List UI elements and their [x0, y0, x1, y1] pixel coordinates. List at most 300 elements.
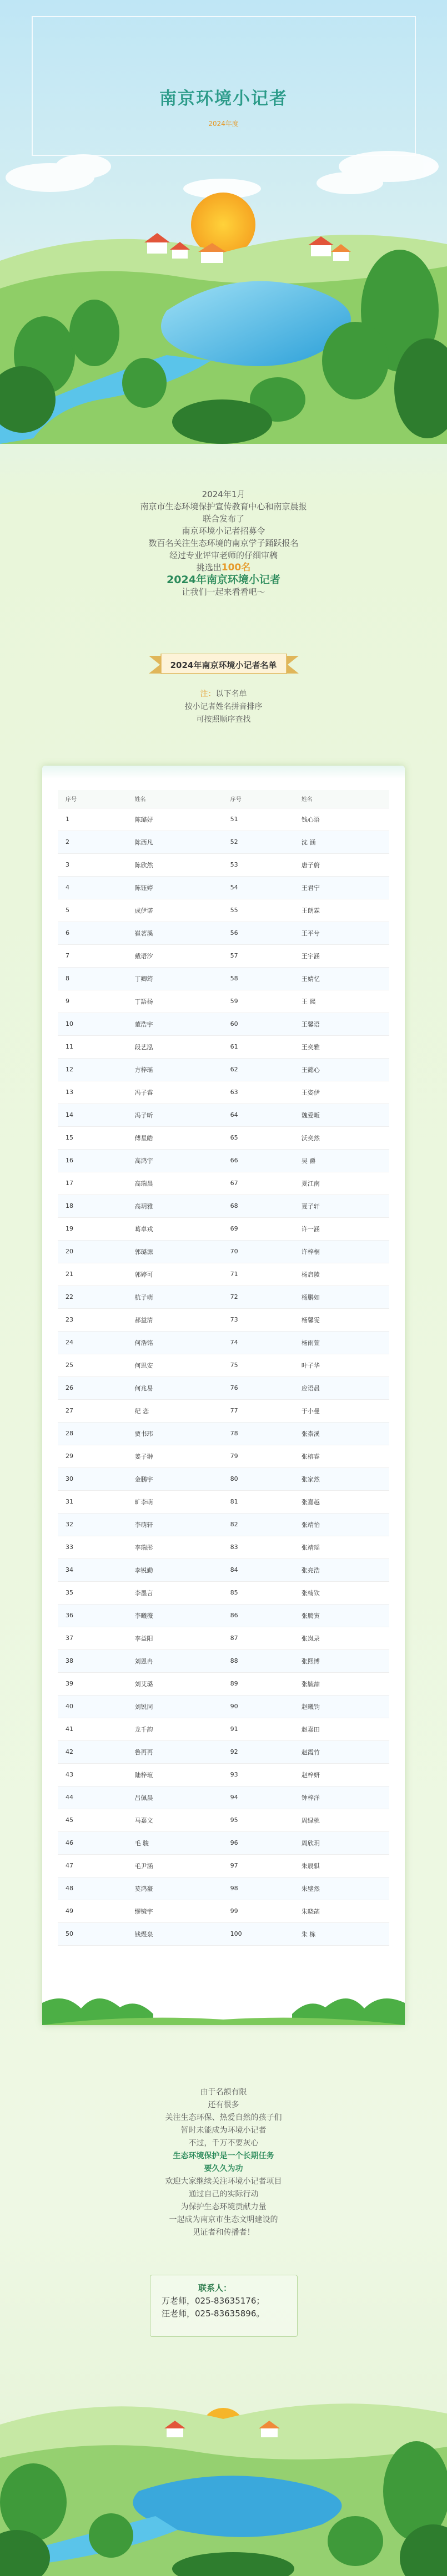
row-number-cell: 8	[58, 967, 127, 990]
row-number-cell: 73	[223, 1308, 294, 1331]
table-row	[58, 1831, 389, 1854]
name-cell: 朱 栋	[294, 1922, 389, 1945]
row-number-cell: 19	[58, 1217, 127, 1240]
table-row	[58, 1627, 389, 1649]
row-number-cell: 81	[223, 1490, 294, 1513]
table-row	[58, 1877, 389, 1900]
row-number-cell: 16	[58, 1149, 127, 1172]
table-row	[58, 1809, 389, 1831]
name-cell: 鲁再再	[127, 1740, 223, 1763]
name-cell: 旷李萌	[127, 1490, 223, 1513]
name-cell: 李益阳	[127, 1627, 223, 1649]
name-cell: 许梓桐	[294, 1240, 389, 1263]
row-number-cell: 59	[223, 990, 294, 1013]
row-number-cell: 70	[223, 1240, 294, 1263]
table-row	[58, 1763, 389, 1786]
row-number-cell: 85	[223, 1581, 294, 1604]
name-cell: 李锐勤	[127, 1558, 223, 1581]
table-row	[58, 1195, 389, 1217]
name-cell: 魏爱畈	[294, 1104, 389, 1126]
intro-line: 联合发布了	[202, 514, 244, 524]
table-row	[58, 990, 389, 1013]
name-cell: 周绿桃	[294, 1809, 389, 1831]
list-note	[0, 688, 447, 726]
name-cell: 张家然	[294, 1467, 389, 1490]
row-number-cell: 71	[223, 1263, 294, 1286]
row-number-cell: 24	[58, 1331, 127, 1354]
name-cell: 张嘉越	[294, 1490, 389, 1513]
table-row	[58, 1149, 389, 1172]
row-number-cell: 62	[223, 1058, 294, 1081]
name-cell: 钱心语	[294, 808, 389, 831]
table-row	[58, 1376, 389, 1399]
row-number-cell: 38	[58, 1649, 127, 1672]
row-number-cell: 21	[58, 1263, 127, 1286]
name-cell: 李墨言	[127, 1581, 223, 1604]
name-cell: 何兆易	[127, 1376, 223, 1399]
card-footer-trees	[42, 1986, 405, 2025]
row-number-cell: 20	[58, 1240, 127, 1263]
name-cell: 刘艾璐	[127, 1672, 223, 1695]
row-number-cell: 41	[58, 1718, 127, 1740]
name-cell: 杨雨萱	[294, 1331, 389, 1354]
table-row	[58, 1558, 389, 1581]
name-cell: 王朗霖	[294, 899, 389, 922]
page-subtitle: 2024年度	[208, 120, 239, 128]
note-prefix: 注：	[200, 690, 216, 699]
name-cell: 唐子蔚	[294, 853, 389, 876]
name-cell: 傅星皓	[127, 1126, 223, 1149]
name-cell: 李瑞彤	[127, 1536, 223, 1558]
table-row	[58, 1354, 389, 1376]
table-row	[58, 1331, 389, 1354]
row-number-cell: 47	[58, 1854, 127, 1877]
name-cell: 沈 涵	[294, 831, 389, 853]
row-number-cell: 33	[58, 1536, 127, 1558]
row-number-cell: 54	[223, 876, 294, 899]
name-table	[58, 790, 389, 1946]
closing-highlight: 要久久为功	[204, 2164, 243, 2173]
name-cell: 陈西凡	[127, 831, 223, 853]
name-cell: 张靖瑶	[294, 1536, 389, 1558]
row-number-cell: 1	[58, 808, 127, 831]
name-cell: 陆梓瑄	[127, 1763, 223, 1786]
row-number-cell: 51	[223, 808, 294, 831]
name-cell: 王婧忆	[294, 967, 389, 990]
row-number-cell: 30	[58, 1467, 127, 1490]
intro-line: 数百名关注生态环境的南京学子踊跃报名	[148, 538, 299, 548]
row-number-cell: 29	[58, 1445, 127, 1467]
list-title: 2024年南京环境小记者名单	[170, 660, 277, 670]
intro-line: 南京环境小记者招募令	[182, 526, 265, 536]
name-cell: 冯子昕	[127, 1104, 223, 1126]
row-number-cell: 48	[58, 1877, 127, 1900]
row-number-cell: 12	[58, 1058, 127, 1081]
row-number-cell: 10	[58, 1013, 127, 1035]
name-cell: 郝益清	[127, 1308, 223, 1331]
name-cell: 沃奕然	[294, 1126, 389, 1149]
row-number-cell: 28	[58, 1422, 127, 1445]
row-number-cell: 88	[223, 1649, 294, 1672]
name-cell: 姜子翀	[127, 1445, 223, 1467]
row-number-cell: 60	[223, 1013, 294, 1035]
closing-line: 为保护生态环境贡献力量	[180, 2203, 267, 2211]
row-number-cell: 46	[58, 1831, 127, 1854]
row-number-cell: 76	[223, 1376, 294, 1399]
table-row	[58, 1695, 389, 1718]
name-cell: 张楠钦	[294, 1581, 389, 1604]
row-number-cell: 55	[223, 899, 294, 922]
row-number-cell: 13	[58, 1081, 127, 1104]
name-cell: 张腾寅	[294, 1604, 389, 1627]
row-number-cell: 74	[223, 1331, 294, 1354]
column-header: 序号	[223, 790, 294, 808]
name-cell: 张熙博	[294, 1649, 389, 1672]
intro-text	[0, 488, 447, 598]
name-cell: 郭璐源	[127, 1240, 223, 1263]
contact-person: 汪老师，025-83635896。	[162, 2309, 265, 2319]
name-cell: 毛 骏	[127, 1831, 223, 1854]
name-cell: 马嘉文	[127, 1809, 223, 1831]
name-cell: 钱煜泉	[127, 1922, 223, 1945]
row-number-cell: 26	[58, 1376, 127, 1399]
name-cell: 王平兮	[294, 922, 389, 944]
table-row	[58, 1513, 389, 1536]
column-header: 姓名	[294, 790, 389, 808]
row-number-cell: 82	[223, 1513, 294, 1536]
name-cell: 陈璐妤	[127, 808, 223, 831]
note-rest: 以下名单	[215, 690, 247, 699]
row-number-cell: 5	[58, 899, 127, 922]
name-cell: 张毓喆	[294, 1672, 389, 1695]
row-number-cell: 27	[58, 1399, 127, 1422]
row-number-cell: 84	[223, 1558, 294, 1581]
table-row	[58, 1922, 389, 1945]
row-number-cell: 4	[58, 876, 127, 899]
closing-line: 不过，千万不要灰心	[188, 2139, 259, 2148]
row-number-cell: 42	[58, 1740, 127, 1763]
name-cell: 杨启陵	[294, 1263, 389, 1286]
row-number-cell: 25	[58, 1354, 127, 1376]
name-cell: 丁卿筠	[127, 967, 223, 990]
name-cell: 杨馨雯	[294, 1308, 389, 1331]
name-cell: 何浩铭	[127, 1331, 223, 1354]
row-number-cell: 96	[223, 1831, 294, 1854]
row-number-cell: 49	[58, 1900, 127, 1922]
intro-pick-prefix: 挑选出	[196, 563, 222, 573]
row-number-cell: 97	[223, 1854, 294, 1877]
table-row	[58, 1740, 389, 1763]
name-cell: 钟梓洋	[294, 1786, 389, 1809]
row-number-cell: 7	[58, 944, 127, 967]
name-cell: 赵梓妍	[294, 1763, 389, 1786]
row-number-cell: 91	[223, 1718, 294, 1740]
row-number-cell: 80	[223, 1467, 294, 1490]
column-header: 序号	[58, 790, 127, 808]
name-cell: 莫鸿豪	[127, 1877, 223, 1900]
name-cell: 李曦薇	[127, 1604, 223, 1627]
row-number-cell: 58	[223, 967, 294, 990]
name-cell: 陈欣然	[127, 853, 223, 876]
closing-line: 见证者和传播者！	[192, 2228, 255, 2237]
row-number-cell: 98	[223, 1877, 294, 1900]
intro-headline: 2024年南京环境小记者	[167, 574, 280, 586]
closing-line: 一起成为南京市生态文明建设的	[169, 2215, 278, 2224]
name-cell: 赵嘉田	[294, 1718, 389, 1740]
name-cell: 成伊诺	[127, 899, 223, 922]
table-row	[58, 1172, 389, 1195]
row-number-cell: 50	[58, 1922, 127, 1945]
name-cell: 刘恩冉	[127, 1649, 223, 1672]
name-cell: 许一涵	[294, 1217, 389, 1240]
name-cell: 叶子华	[294, 1354, 389, 1376]
closing-line: 欢迎大家继续关注环境小记者项目	[165, 2177, 282, 2186]
table-row	[58, 1786, 389, 1809]
row-number-cell: 35	[58, 1581, 127, 1604]
row-number-cell: 100	[223, 1922, 294, 1945]
row-number-cell: 23	[58, 1308, 127, 1331]
closing-highlight: 生态环境保护是一个长期任务	[173, 2152, 274, 2160]
table-row	[58, 1854, 389, 1877]
name-cell: 高鸿宇	[127, 1149, 223, 1172]
row-number-cell: 31	[58, 1490, 127, 1513]
intro-line: 南京市生态环境保护宣传教育中心和南京晨报	[140, 502, 307, 512]
row-number-cell: 9	[58, 990, 127, 1013]
row-number-cell: 37	[58, 1627, 127, 1649]
name-cell: 毛尹涵	[127, 1854, 223, 1877]
row-number-cell: 75	[223, 1354, 294, 1376]
table-row	[58, 831, 389, 853]
row-number-cell: 86	[223, 1604, 294, 1627]
row-number-cell: 32	[58, 1513, 127, 1536]
row-number-cell: 64	[223, 1104, 294, 1126]
row-number-cell: 89	[223, 1672, 294, 1695]
row-number-cell: 61	[223, 1035, 294, 1058]
name-cell: 张岚录	[294, 1627, 389, 1649]
column-header: 姓名	[127, 790, 223, 808]
row-number-cell: 83	[223, 1536, 294, 1558]
name-list-card	[42, 766, 405, 2025]
table-row	[58, 1399, 389, 1422]
name-cell: 张榕睿	[294, 1445, 389, 1467]
name-cell: 朱晓菡	[294, 1900, 389, 1922]
name-cell: 夏子轩	[294, 1195, 389, 1217]
name-cell: 于小曼	[294, 1399, 389, 1422]
name-cell: 张柰溪	[294, 1422, 389, 1445]
name-cell: 戴语汐	[127, 944, 223, 967]
row-number-cell: 52	[223, 831, 294, 853]
name-cell: 朱辰骐	[294, 1854, 389, 1877]
page-title: 南京环境小记者	[159, 89, 288, 109]
name-cell: 杭子萌	[127, 1286, 223, 1308]
name-cell: 丁語扬	[127, 990, 223, 1013]
table-row	[58, 1217, 389, 1240]
name-cell: 龙千韵	[127, 1718, 223, 1740]
table-row	[58, 1263, 389, 1286]
name-cell: 李萌轩	[127, 1513, 223, 1536]
row-number-cell: 3	[58, 853, 127, 876]
name-cell: 王宇涵	[294, 944, 389, 967]
row-number-cell: 92	[223, 1740, 294, 1763]
row-number-cell: 87	[223, 1627, 294, 1649]
note-line: 按小记者姓名拼音排序	[184, 702, 263, 711]
footer-illustration	[0, 2325, 447, 2576]
contact-person: 万老师，025-83635176；	[162, 2296, 265, 2306]
row-number-cell: 65	[223, 1126, 294, 1149]
table-header-row	[58, 790, 389, 808]
table-row	[58, 1104, 389, 1126]
name-cell: 吴 爵	[294, 1149, 389, 1172]
card-header-band	[42, 766, 405, 779]
note-line: 可按照顺序查找	[196, 715, 251, 724]
name-cell: 陈钰婷	[127, 876, 223, 899]
row-number-cell: 63	[223, 1081, 294, 1104]
row-number-cell: 94	[223, 1786, 294, 1809]
row-number-cell: 45	[58, 1809, 127, 1831]
name-cell: 周欣玥	[294, 1831, 389, 1854]
table-row	[58, 1013, 389, 1035]
name-cell: 纪 恋	[127, 1399, 223, 1422]
table-row	[58, 1058, 389, 1081]
row-number-cell: 79	[223, 1445, 294, 1467]
closing-line: 通过自己的实际行动	[188, 2190, 259, 2199]
name-cell: 金鹏宇	[127, 1467, 223, 1490]
row-number-cell: 6	[58, 922, 127, 944]
name-cell: 王君宁	[294, 876, 389, 899]
table-row	[58, 1240, 389, 1263]
name-cell: 王奕雅	[294, 1035, 389, 1058]
row-number-cell: 40	[58, 1695, 127, 1718]
name-cell: 郭婷可	[127, 1263, 223, 1286]
name-cell: 张靖怡	[294, 1513, 389, 1536]
row-number-cell: 34	[58, 1558, 127, 1581]
row-number-cell: 67	[223, 1172, 294, 1195]
closing-line: 关注生态环保、热爱自然的孩子们	[165, 2113, 282, 2122]
row-number-cell: 72	[223, 1286, 294, 1308]
table-row	[58, 1718, 389, 1740]
name-cell: 崔茗溪	[127, 922, 223, 944]
name-cell: 王姿伊	[294, 1081, 389, 1104]
table-row	[58, 1581, 389, 1604]
intro-pick-count: 100名	[221, 562, 251, 573]
contact-label: 联系人：	[198, 2283, 232, 2293]
name-cell: 王馨语	[294, 1013, 389, 1035]
table-row	[58, 967, 389, 990]
row-number-cell: 57	[223, 944, 294, 967]
name-cell: 张亮浩	[294, 1558, 389, 1581]
name-cell: 杨鹏如	[294, 1286, 389, 1308]
name-cell: 吕佩晨	[127, 1786, 223, 1809]
row-number-cell: 15	[58, 1126, 127, 1149]
row-number-cell: 18	[58, 1195, 127, 1217]
name-cell: 贾书玮	[127, 1422, 223, 1445]
intro-line: 2024年1月	[202, 489, 245, 499]
name-cell: 夏江南	[294, 1172, 389, 1195]
table-row	[58, 1490, 389, 1513]
table-row	[58, 1672, 389, 1695]
row-number-cell: 69	[223, 1217, 294, 1240]
row-number-cell: 66	[223, 1149, 294, 1172]
name-cell: 冯子睿	[127, 1081, 223, 1104]
closing-line: 暂时未能成为环境小记者	[180, 2126, 267, 2135]
table-row	[58, 899, 389, 922]
table-row	[58, 1445, 389, 1467]
row-number-cell: 93	[223, 1763, 294, 1786]
table-row	[58, 1286, 389, 1308]
name-cell: 缪镜宇	[127, 1900, 223, 1922]
name-cell: 赵霞竹	[294, 1740, 389, 1763]
name-cell: 刘锐同	[127, 1695, 223, 1718]
table-row	[58, 944, 389, 967]
row-number-cell: 17	[58, 1172, 127, 1195]
intro-pick	[0, 561, 447, 574]
closing-line: 还有很多	[208, 2101, 239, 2109]
table-row	[58, 1604, 389, 1627]
note-line	[0, 688, 447, 701]
name-cell: 朱璧然	[294, 1877, 389, 1900]
table-row	[58, 1422, 389, 1445]
table-row	[58, 1536, 389, 1558]
table-row	[58, 876, 389, 899]
name-cell: 王 熙	[294, 990, 389, 1013]
table-row	[58, 1649, 389, 1672]
name-cell: 方梓瑶	[127, 1058, 223, 1081]
name-cell: 何思安	[127, 1354, 223, 1376]
name-cell: 高瑞晨	[127, 1172, 223, 1195]
row-number-cell: 78	[223, 1422, 294, 1445]
name-cell: 王懿心	[294, 1058, 389, 1081]
row-number-cell: 77	[223, 1399, 294, 1422]
name-cell: 董浩宇	[127, 1013, 223, 1035]
name-cell: 高玥雅	[127, 1195, 223, 1217]
table-row	[58, 853, 389, 876]
row-number-cell: 56	[223, 922, 294, 944]
table-row	[58, 808, 389, 831]
row-number-cell: 39	[58, 1672, 127, 1695]
name-cell: 段艺泓	[127, 1035, 223, 1058]
hero-illustration	[0, 0, 447, 444]
row-number-cell: 99	[223, 1900, 294, 1922]
row-number-cell: 11	[58, 1035, 127, 1058]
table-body	[58, 808, 389, 1945]
row-number-cell: 14	[58, 1104, 127, 1126]
table-row	[58, 1308, 389, 1331]
row-number-cell: 68	[223, 1195, 294, 1217]
closing-line: 由于名额有限	[200, 2088, 247, 2097]
row-number-cell: 43	[58, 1763, 127, 1786]
name-cell: 应语晨	[294, 1376, 389, 1399]
intro-line: 经过专业评审老师的仔细审稿	[169, 550, 278, 560]
table-row	[58, 1126, 389, 1149]
name-cell: 赵曦钧	[294, 1695, 389, 1718]
row-number-cell: 44	[58, 1786, 127, 1809]
table-row	[58, 1467, 389, 1490]
hero	[0, 0, 447, 444]
table-row	[58, 1900, 389, 1922]
row-number-cell: 95	[223, 1809, 294, 1831]
row-number-cell: 53	[223, 853, 294, 876]
intro-follow: 让我们一起来看看吧～	[182, 587, 265, 597]
table-row	[58, 1081, 389, 1104]
table-row	[58, 922, 389, 944]
table-row	[58, 1035, 389, 1058]
row-number-cell: 22	[58, 1286, 127, 1308]
row-number-cell: 36	[58, 1604, 127, 1627]
closing-text	[0, 2086, 447, 2239]
contact-box	[150, 2275, 298, 2337]
name-cell: 葛卓戎	[127, 1217, 223, 1240]
row-number-cell: 2	[58, 831, 127, 853]
